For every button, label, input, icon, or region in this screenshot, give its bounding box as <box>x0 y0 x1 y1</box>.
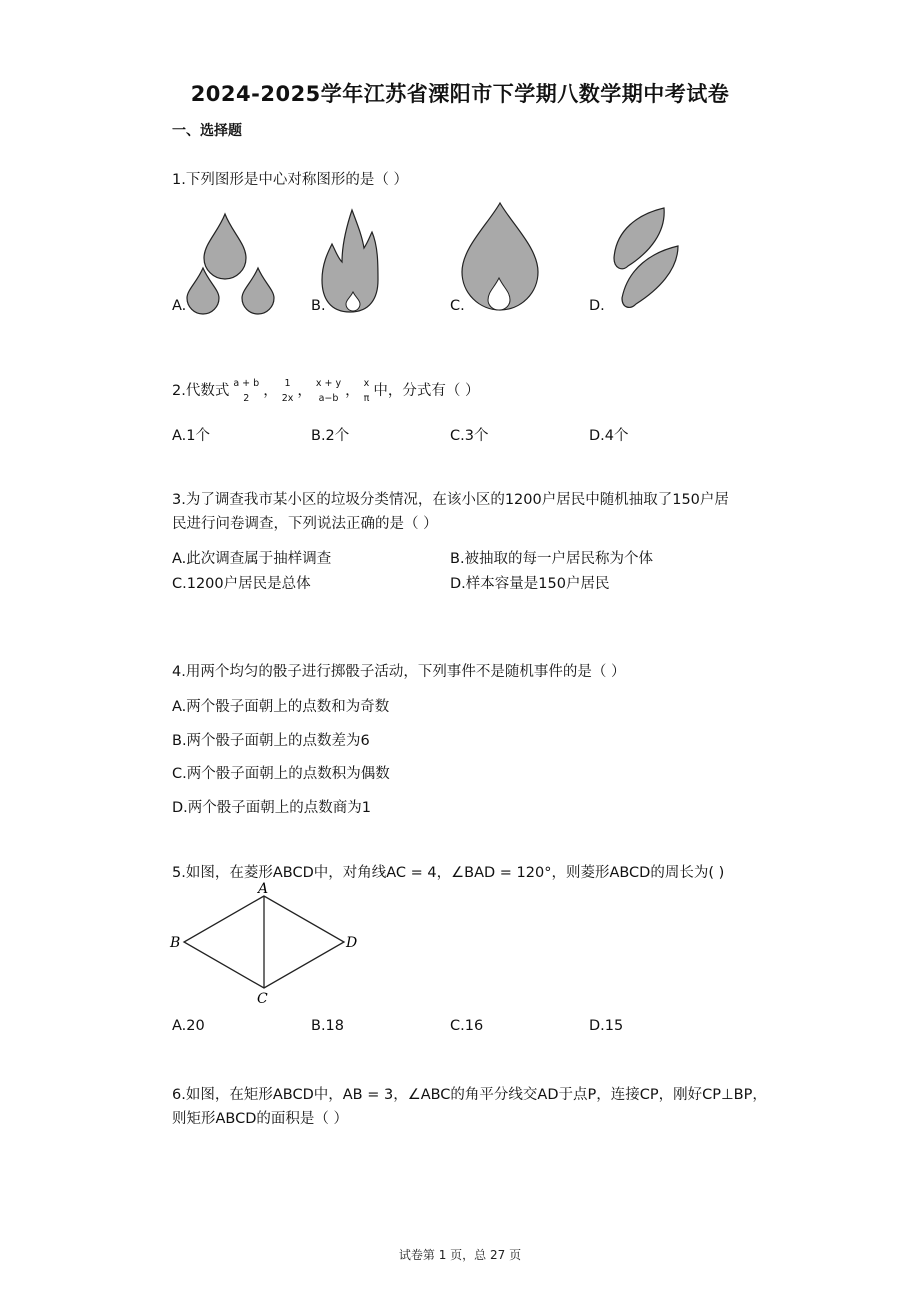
q5-option-d[interactable]: D.15 <box>589 1018 624 1034</box>
q2-fraction-4 <box>362 376 372 406</box>
q2-fraction-2-numerator: 1 <box>284 378 291 389</box>
q3-option-d[interactable]: D.样本容量是150户居民 <box>450 576 610 592</box>
page-title: 2024-2025学年江苏省溧阳市下学期八数学期中考试卷 <box>190 82 730 106</box>
q2-stem <box>172 374 479 408</box>
q4-option-d[interactable]: D.两个骰子面朝上的点数商为1 <box>172 800 371 816</box>
q5-option-a[interactable]: A.20 <box>172 1018 205 1034</box>
q5-stem: 5.如图，在菱形ABCD中，对角线AC = 4，∠BAD = 120°，则菱形ABCD的周长为( ) <box>172 865 725 881</box>
q1-figure-c <box>458 200 544 316</box>
q5-option-b[interactable]: B.18 <box>311 1018 345 1034</box>
q6-stem-line1: 6.如图，在矩形ABCD中，AB = 3，∠ABC的角平分线交AD于点P，连接CP，刚好CP⊥BP， <box>172 1087 767 1103</box>
q2-fraction-3-numerator: x + y <box>315 378 342 389</box>
q2-fraction-3 <box>314 376 343 406</box>
q1-option-c[interactable]: C. <box>450 298 465 314</box>
q2-option-b[interactable]: B.2个 <box>311 428 350 444</box>
q1-option-b[interactable]: B. <box>311 298 326 314</box>
q2-separator: ， <box>263 383 278 399</box>
q3-option-c[interactable]: C.1200户居民是总体 <box>172 576 311 592</box>
q3-option-a[interactable]: A.此次调查属于抽样调查 <box>172 551 332 567</box>
q2-fraction-3-denominator: a−b <box>318 393 339 404</box>
q2-fraction-4-numerator: x <box>363 378 370 389</box>
q2-option-c[interactable]: C.3个 <box>450 428 489 444</box>
q1-figure-d <box>608 204 688 316</box>
q5-label-a: A <box>258 881 269 897</box>
q2-fraction-1-numerator: a + b <box>233 378 260 389</box>
q2-separator: ， <box>297 383 312 399</box>
q2-fraction-1 <box>231 376 261 406</box>
q4-stem: 4.用两个均匀的骰子进行掷骰子活动，下列事件不是随机事件的是（ ） <box>172 664 626 680</box>
q1-figure-b <box>318 206 382 316</box>
q2-option-d[interactable]: D.4个 <box>589 428 629 444</box>
q2-stem-prefix: 2.代数式 <box>172 383 230 399</box>
q5-option-c[interactable]: C.16 <box>450 1018 484 1034</box>
q1-option-a[interactable]: A. <box>172 298 187 314</box>
q1-stem: 1.下列图形是中心对称图形的是（ ） <box>172 172 408 188</box>
q4-option-b[interactable]: B.两个骰子面朝上的点数差为6 <box>172 733 370 749</box>
q5-label-c: C <box>257 991 268 1007</box>
q6-stem-line2: 则矩形ABCD的面积是（ ） <box>172 1111 349 1127</box>
q4-option-a[interactable]: A.两个骰子面朝上的点数和为奇数 <box>172 699 390 715</box>
q2-option-a[interactable]: A.1个 <box>172 428 210 444</box>
q3-stem-line1: 3.为了调查我市某小区的垃圾分类情况，在该小区的1200户居民中随机抽取了150户居 <box>172 492 729 508</box>
q3-stem-line2: 民进行问卷调查，下列说法正确的是（ ） <box>172 516 438 532</box>
q1-figure-a <box>180 210 280 316</box>
q2-separator: ， <box>345 383 360 399</box>
q2-fraction-2-denominator: 2x <box>281 393 294 404</box>
q1-option-d[interactable]: D. <box>589 298 605 314</box>
q4-option-c[interactable]: C.两个骰子面朝上的点数积为偶数 <box>172 766 390 782</box>
section-heading: 一、选择题 <box>172 123 242 139</box>
page-footer: 试卷第 1 页，总 27 页 <box>398 1248 522 1262</box>
q5-label-d: D <box>346 935 358 951</box>
q2-fraction-2 <box>280 376 296 406</box>
q2-stem-suffix: 中，分式有（ ） <box>373 383 480 399</box>
q3-option-b[interactable]: B.被抽取的每一户居民称为个体 <box>450 551 654 567</box>
q2-fraction-4-denominator: π <box>363 393 370 404</box>
q2-fraction-1-denominator: 2 <box>243 393 250 404</box>
q5-rhombus-figure <box>168 880 364 1008</box>
q5-label-b: B <box>170 935 181 951</box>
